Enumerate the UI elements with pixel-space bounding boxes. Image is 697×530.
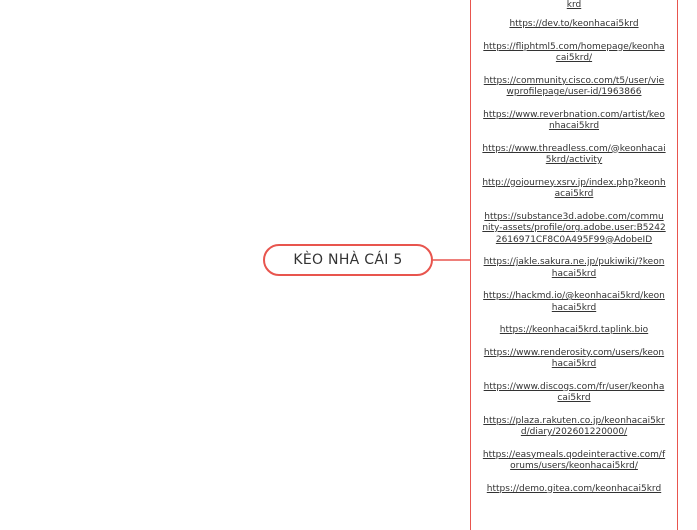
link-item[interactable]: https://www.reverbnation.com/artist/keonhacai5krd — [483, 109, 665, 131]
link-item[interactable]: https://substance3d.adobe.com/community-assets/profile/org.adobe.user:B52422616971CF8C0A495F99@AdobeID — [482, 211, 666, 245]
link-item[interactable]: https://dev.to/keonhacai5krd — [509, 19, 639, 29]
link-item[interactable]: https://www.renderosity.com/users/keonhacai5krd — [483, 347, 665, 369]
root-topic-label: KÈO NHÀ CÁI 5 — [293, 252, 403, 268]
link-item[interactable]: https://plaza.rakuten.co.jp/keonhacai5krd/diary/202601220000/ — [483, 415, 665, 437]
link-item[interactable]: https://easymeals.qodeinteractive.com/forums/users/keonhacai5krd/ — [482, 449, 666, 471]
link-item[interactable]: https://fliphtml5.com/homepage/keonhacai5krd/ — [483, 41, 665, 63]
link-item[interactable]: https://jakle.sakura.ne.jp/pukiwiki/?keonhacai5krd — [483, 257, 665, 279]
link-item[interactable]: https://keonhacai5krd.taplink.bio — [499, 325, 649, 335]
link-list — [482, 0, 666, 506]
link-item[interactable]: krd — [566, 0, 582, 10]
link-item[interactable]: https://www.discogs.com/fr/user/keonhacai5krd — [483, 381, 665, 403]
link-item[interactable]: https://www.threadless.com/@keonhacai5krd/activity — [482, 143, 666, 165]
link-item[interactable]: https://community.cisco.com/t5/user/viewprofilepage/user-id/1963866 — [483, 75, 665, 97]
link-item[interactable]: https://demo.gitea.com/keonhacai5krd — [486, 483, 662, 494]
root-topic-node[interactable] — [263, 244, 433, 276]
link-item[interactable]: https://hackmd.io/@keonhacai5krd/keonhacai5krd — [483, 291, 665, 313]
link-item[interactable]: http://gojourney.xsrv.jp/index.php?keonhacai5krd — [482, 177, 666, 199]
